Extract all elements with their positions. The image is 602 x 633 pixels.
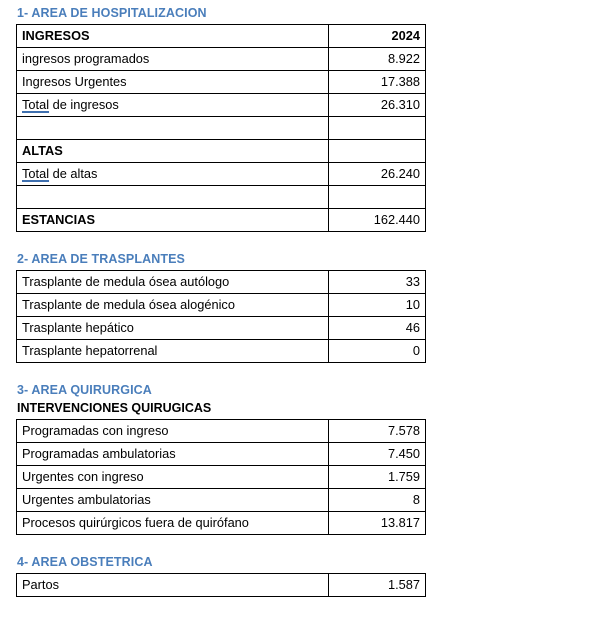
section-heading-obstetrica: 4- AREA OBSTETRICA bbox=[17, 555, 153, 569]
section-heading-quirurgica: 3- AREA QUIRURGICA bbox=[17, 383, 152, 397]
table-row bbox=[17, 25, 426, 48]
section-heading-trasplantes: 2- AREA DE TRASPLANTES bbox=[17, 252, 185, 266]
cell-label: Procesos quirúrgicos fuera de quirófano bbox=[17, 512, 329, 535]
cell-value: 7.578 bbox=[329, 420, 426, 443]
cell-value: 13.817 bbox=[329, 512, 426, 535]
cell-value: 0 bbox=[329, 340, 426, 363]
cell-label: Trasplante de medula ósea alogénico bbox=[17, 294, 329, 317]
cell-label bbox=[17, 117, 329, 140]
table-row-empty bbox=[17, 186, 426, 209]
table-row bbox=[17, 94, 426, 117]
cell-value bbox=[329, 140, 426, 163]
cell-label: Trasplante hepático bbox=[17, 317, 329, 340]
cell-value: 10 bbox=[329, 294, 426, 317]
table-row bbox=[17, 466, 426, 489]
cell-value: 46 bbox=[329, 317, 426, 340]
table-row bbox=[17, 420, 426, 443]
section-heading-hospitalizacion: 1- AREA DE HOSPITALIZACION bbox=[17, 6, 207, 20]
cell-value: 162.440 bbox=[329, 209, 426, 232]
spacer bbox=[0, 363, 602, 383]
subheading-intervenciones: INTERVENCIONES QUIRUGICAS bbox=[17, 401, 212, 415]
cell-label bbox=[17, 186, 329, 209]
table-row bbox=[17, 294, 426, 317]
label-rest: de ingresos bbox=[49, 97, 119, 112]
cell-label: INGRESOS bbox=[17, 25, 329, 48]
cell-label: Trasplante hepatorrenal bbox=[17, 340, 329, 363]
table-row bbox=[17, 317, 426, 340]
cell-value: 26.240 bbox=[329, 163, 426, 186]
table-intervenciones bbox=[16, 419, 426, 535]
table-row bbox=[17, 443, 426, 466]
cell-label: Trasplante de medula ósea autólogo bbox=[17, 271, 329, 294]
cell-value bbox=[329, 186, 426, 209]
table-row bbox=[17, 489, 426, 512]
cell-label: Programadas con ingreso bbox=[17, 420, 329, 443]
cell-label bbox=[17, 163, 329, 186]
table-obstetrica bbox=[16, 573, 426, 597]
cell-label: Ingresos Urgentes bbox=[17, 71, 329, 94]
cell-label bbox=[17, 94, 329, 117]
cell-label: Partos bbox=[17, 574, 329, 597]
cell-label: Programadas ambulatorias bbox=[17, 443, 329, 466]
table-hospitalizacion bbox=[16, 24, 426, 232]
cell-label: Urgentes ambulatorias bbox=[17, 489, 329, 512]
cell-value: 1.587 bbox=[329, 574, 426, 597]
label-rest: de altas bbox=[49, 166, 98, 181]
cell-value: 7.450 bbox=[329, 443, 426, 466]
cell-value: 17.388 bbox=[329, 71, 426, 94]
table-row bbox=[17, 163, 426, 186]
cell-value: 33 bbox=[329, 271, 426, 294]
cell-value: 8 bbox=[329, 489, 426, 512]
table-row bbox=[17, 271, 426, 294]
spacer bbox=[0, 535, 602, 555]
underlined-word: Total bbox=[22, 97, 50, 112]
underlined-word: Total bbox=[22, 166, 50, 181]
cell-value: 2024 bbox=[329, 25, 426, 48]
table-row bbox=[17, 512, 426, 535]
cell-label: Urgentes con ingreso bbox=[17, 466, 329, 489]
table-row bbox=[17, 574, 426, 597]
table-row bbox=[17, 140, 426, 163]
cell-value bbox=[329, 117, 426, 140]
table-row bbox=[17, 48, 426, 71]
table-row bbox=[17, 340, 426, 363]
table-row-empty bbox=[17, 117, 426, 140]
cell-value: 8.922 bbox=[329, 48, 426, 71]
cell-label: ALTAS bbox=[17, 140, 329, 163]
cell-label: ESTANCIAS bbox=[17, 209, 329, 232]
cell-label: ingresos programados bbox=[17, 48, 329, 71]
spacer bbox=[0, 232, 602, 252]
cell-value: 1.759 bbox=[329, 466, 426, 489]
table-row bbox=[17, 209, 426, 232]
table-row bbox=[17, 71, 426, 94]
cell-value: 26.310 bbox=[329, 94, 426, 117]
table-trasplantes bbox=[16, 270, 426, 363]
